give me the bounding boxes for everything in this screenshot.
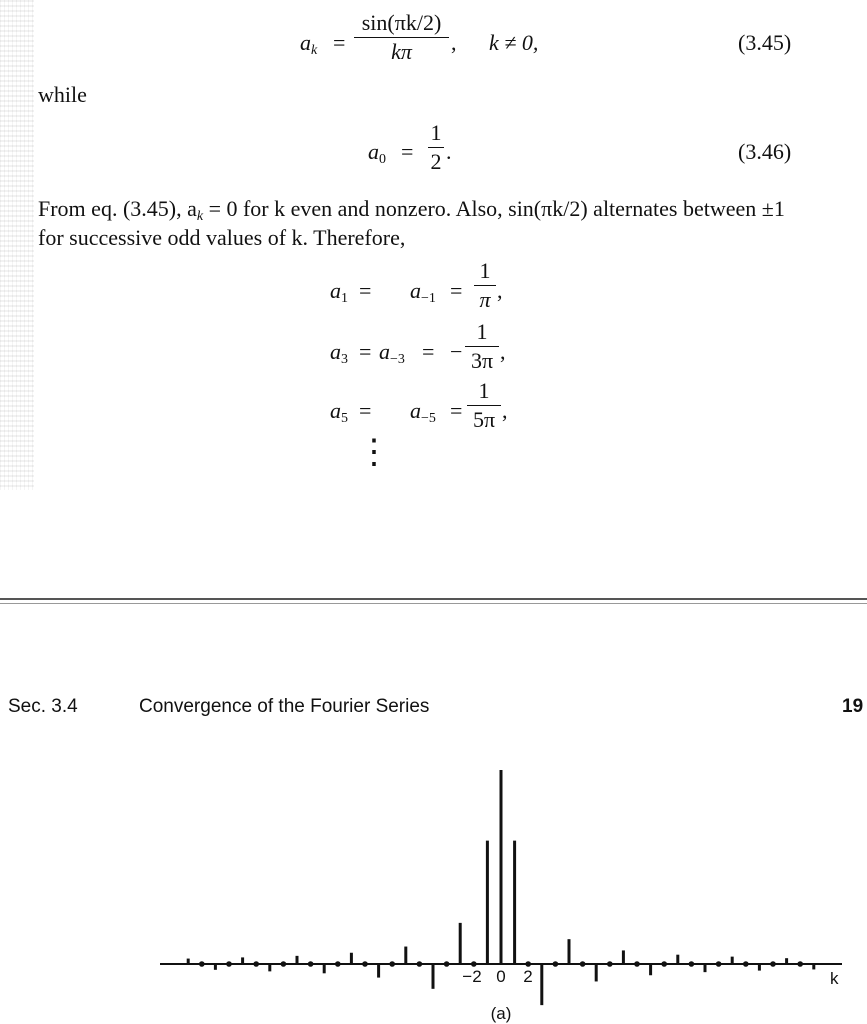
coeff-row-mid: $a_{-1}$ [410,278,436,306]
coeff-row-sign: − [450,339,463,364]
zero-coefficient-dot [716,961,722,967]
k-axis-label: k [830,969,839,988]
panel-label: (a) [490,1004,512,1023]
eq346-period: . [446,139,452,164]
zero-coefficient-dot [661,961,667,967]
eq346-numerator: 1 [430,120,442,145]
eq345-comma: , [451,30,457,55]
coeff-row-eq2: = [450,398,463,423]
zero-coefficient-dot [308,961,314,967]
zero-coefficient-dot [389,961,395,967]
zero-coefficient-dot [607,961,613,967]
coeff-row-eq1: = [359,398,372,423]
coeff-row-left: $a_5$ [330,398,348,426]
coeff-row-fraction: 1 3π [465,319,499,373]
eq346-equals: = [401,139,414,164]
tick-label: 2 [523,967,533,986]
eq345-denominator: kπ [391,39,412,64]
zero-coefficient-dot [689,961,695,967]
zero-coefficient-dot [770,961,776,967]
vertical-ellipsis: ⋮ [357,434,391,471]
eq345-number: (3.45) [738,30,792,55]
coeff-row-eq1: = [359,278,372,303]
coeff-row-mid: $a_{-5}$ [410,398,436,426]
page-separator-rule-thin [0,603,867,604]
paragraph-line-1: From eq. (3.45), ak = 0 for k even and nonzero. Also, sin(πk/2) alternates between ±1 [38,196,785,224]
zero-coefficient-dot [444,961,450,967]
eq345-condition: k ≠ 0, [489,30,539,55]
coeff-row-mid: $a_{-3}$ [379,339,405,367]
zero-coefficient-dot [335,961,341,967]
coeff-row-fraction: 1 π [474,258,496,312]
eq346-lhs: $a_0$ [368,139,386,167]
zero-coefficient-dot [362,961,368,967]
page-separator-rule [0,598,867,600]
zero-coefficient-dot [525,961,531,967]
coeff-row-comma: , [500,339,506,364]
coeff-row-left: $a_1$ [330,278,348,306]
tick-label: −2 [462,967,482,986]
coeff-row-eq2: = [422,339,435,364]
eq345-equals: = [333,30,346,55]
zero-coefficient-dot [281,961,287,967]
eq346-denominator: 2 [430,149,442,174]
page-number: 19 [842,696,864,717]
fourier-coefficient-stem-plot [0,760,867,1024]
while-text: while [38,82,87,107]
coeff-row-comma: , [502,398,508,423]
zero-coefficient-dot [634,961,640,967]
zero-coefficient-dot [199,961,205,967]
zero-coefficient-dot [580,961,586,967]
coeff-row-fraction: 1 5π [467,378,501,432]
section-number: Sec. 3.4 [8,696,78,717]
zero-coefficient-dot [471,961,477,967]
eq345-lhs: ak [300,30,318,58]
coeff-row-left: $a_3$ [330,339,348,367]
scan-edge-artifact [0,0,34,490]
paragraph-line-2: for successive odd values of k. Therefore, [38,225,406,250]
coeff-row-eq1: = [359,339,372,364]
zero-coefficient-dot [743,961,749,967]
zero-coefficient-dot [553,961,559,967]
zero-coefficient-dot [797,961,803,967]
coeff-row-comma: , [497,278,503,303]
zero-coefficient-dot [417,961,423,967]
section-title: Convergence of the Fourier Series [139,696,430,717]
eq346-number: (3.46) [738,139,792,164]
eq345-numerator: sin(πk/2) [361,10,442,35]
zero-coefficient-dot [226,961,232,967]
eq345-fraction [354,10,449,64]
tick-label: 0 [496,967,506,986]
eq346-fraction [428,120,444,174]
zero-coefficient-dot [253,961,259,967]
coeff-row-eq2: = [450,278,463,303]
